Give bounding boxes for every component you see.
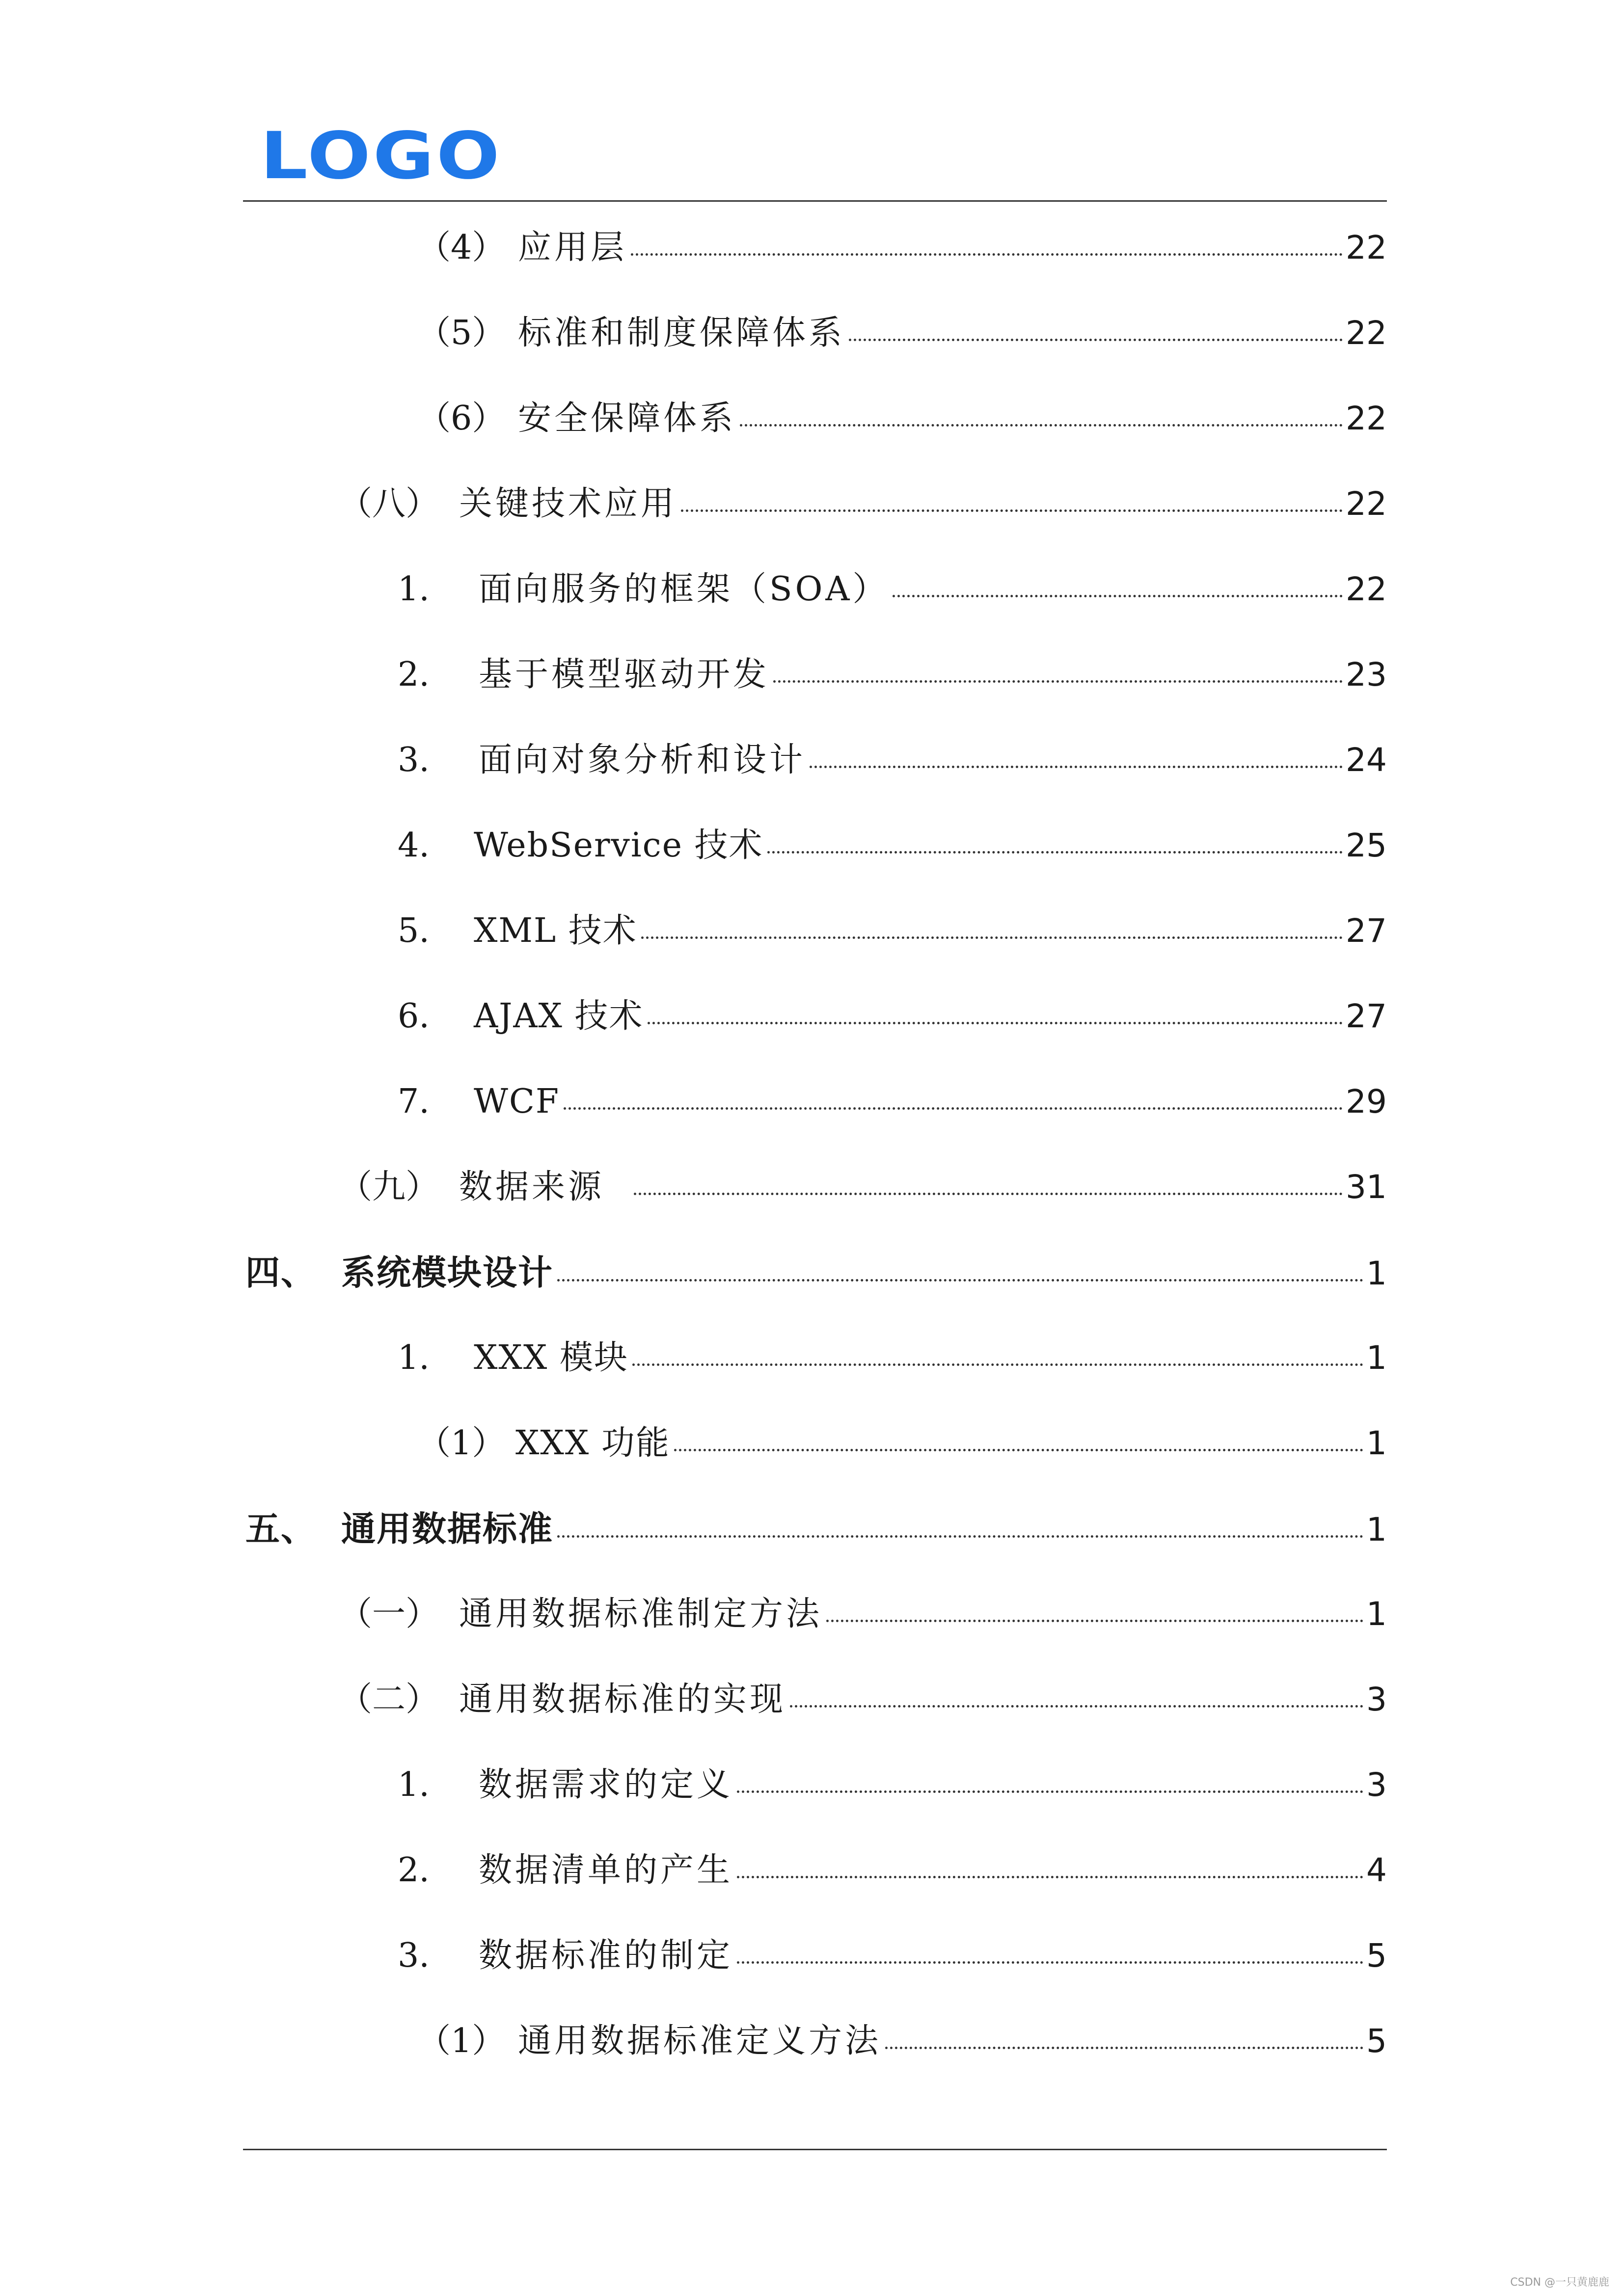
toc-entry-title: XML 技术 — [474, 911, 637, 950]
toc-entry[interactable] — [245, 1248, 1387, 1297]
toc-entry-number: （1） — [417, 2022, 506, 2060]
toc-entry-title: 应用层 — [518, 228, 627, 267]
toc-entry-page: 22 — [1346, 314, 1387, 352]
toc-entry-title: 数据标准的制定 — [479, 1936, 733, 1975]
toc-entry-number: 四、 — [245, 1253, 316, 1293]
toc-entry[interactable] — [417, 1419, 1387, 1468]
toc-entry-page: 1 — [1366, 1511, 1387, 1548]
toc-entry-page: 1 — [1366, 1595, 1387, 1633]
watermark: CSDN @一只黄鹿鹿 — [1510, 2276, 1609, 2289]
toc-entry[interactable] — [398, 992, 1387, 1041]
toc-entry-page: 1 — [1366, 1339, 1387, 1377]
toc-entry[interactable] — [398, 1334, 1387, 1383]
toc-entry-title: 通用数据标准的实现 — [459, 1680, 786, 1719]
toc-entry[interactable] — [398, 1077, 1387, 1126]
toc-entry-number: （6） — [417, 399, 506, 438]
toc-leader-dots — [674, 1449, 1363, 1451]
toc-leader-dots — [767, 851, 1343, 854]
toc-entry-page: 1 — [1366, 1255, 1387, 1292]
toc-entry-title: 数据需求的定义 — [479, 1765, 733, 1804]
toc-leader-dots — [737, 1961, 1363, 1964]
toc-leader-dots — [893, 595, 1343, 597]
toc-leader-dots — [790, 1705, 1363, 1708]
toc-entry-title: 安全保障体系 — [518, 399, 736, 438]
toc-leader-dots — [648, 1022, 1343, 1024]
toc-entry-page: 22 — [1346, 229, 1387, 267]
toc-entry[interactable] — [398, 650, 1387, 699]
toc-leader-dots — [681, 509, 1343, 512]
toc-entry-page: 27 — [1346, 912, 1387, 950]
toc-entry-title: 面向服务的框架（SOA） — [479, 570, 889, 609]
toc-entry-title: 通用数据标准制定方法 — [459, 1595, 823, 1633]
toc-entry-page: 22 — [1346, 400, 1387, 437]
footer-rule — [243, 2149, 1387, 2150]
toc-leader-dots — [737, 1876, 1363, 1878]
toc-entry[interactable] — [339, 1675, 1387, 1724]
toc-entry-page: 4 — [1366, 1851, 1387, 1889]
toc-leader-dots — [634, 1193, 1343, 1195]
toc-entry[interactable] — [339, 1163, 1387, 1212]
toc-leader-dots — [773, 680, 1343, 683]
toc-entry[interactable] — [417, 394, 1387, 443]
toc-entry-page: 3 — [1366, 1766, 1387, 1804]
toc-entry-number: （二） — [339, 1680, 439, 1719]
toc-entry-title: 数据清单的产生 — [479, 1851, 733, 1890]
toc-entry-page: 27 — [1346, 997, 1387, 1035]
toc-entry-number: 2. — [398, 655, 430, 694]
toc-entry[interactable] — [398, 821, 1387, 870]
toc-entry-page: 23 — [1346, 656, 1387, 694]
toc-entry-page: 25 — [1346, 827, 1387, 864]
toc-entry-title: 数据来源 — [459, 1168, 605, 1206]
toc-entry[interactable] — [339, 1590, 1387, 1639]
toc-entry[interactable] — [417, 2017, 1387, 2066]
toc-entry-title: 通用数据标准 — [341, 1509, 553, 1549]
toc-leader-dots — [632, 1363, 1363, 1366]
toc-entry-number: 3. — [398, 741, 430, 779]
toc-entry-page: 5 — [1366, 1937, 1387, 1975]
toc-entry-title: 标准和制度保障体系 — [518, 314, 845, 352]
toc-entry[interactable] — [398, 907, 1387, 956]
toc-entry-number: （九） — [339, 1168, 439, 1206]
toc-entry-title: XXX 模块 — [474, 1338, 628, 1377]
toc-entry-page: 29 — [1346, 1083, 1387, 1121]
toc-leader-dots — [826, 1620, 1363, 1622]
toc-entry-title: 关键技术应用 — [459, 484, 677, 523]
toc-entry-number: （八） — [339, 484, 439, 523]
toc-entry-number: 2. — [398, 1851, 430, 1890]
toc-entry-page: 3 — [1366, 1681, 1387, 1718]
toc-entry-number: 5. — [398, 911, 430, 950]
toc-entry-number: （1） — [417, 1424, 506, 1463]
toc-entry-number: 1. — [398, 1338, 430, 1377]
logo-text: LOGO — [260, 118, 502, 194]
toc-entry-number: 五、 — [245, 1509, 316, 1549]
toc-entry[interactable] — [398, 565, 1387, 614]
toc-entry-page: 24 — [1346, 741, 1387, 779]
toc-entry-page: 22 — [1346, 570, 1387, 608]
toc-leader-dots — [740, 424, 1343, 427]
toc-entry-number: 1. — [398, 570, 430, 609]
toc-entry-title: 通用数据标准定义方法 — [518, 2022, 882, 2060]
toc-entry[interactable] — [245, 1504, 1387, 1553]
toc-leader-dots — [631, 253, 1343, 256]
toc-entry[interactable] — [398, 736, 1387, 785]
toc-leader-dots — [849, 339, 1343, 341]
toc-entry-number: 1. — [398, 1765, 430, 1804]
toc-entry[interactable] — [398, 1761, 1387, 1810]
toc-entry-title: 基于模型驱动开发 — [479, 655, 770, 694]
toc-entry[interactable] — [398, 1931, 1387, 1980]
toc-entry[interactable] — [398, 1846, 1387, 1895]
toc-leader-dots — [564, 1107, 1343, 1110]
toc-entry-number: （一） — [339, 1595, 439, 1633]
toc-leader-dots — [641, 936, 1343, 939]
toc-entry-title: WCF — [474, 1082, 560, 1121]
toc-entry-page: 22 — [1346, 485, 1387, 523]
toc-leader-dots — [885, 2047, 1363, 2049]
toc-entry[interactable] — [417, 223, 1387, 272]
toc-entry-page: 31 — [1346, 1168, 1387, 1206]
toc-entry[interactable] — [417, 309, 1387, 358]
toc-entry-number: 7. — [398, 1082, 430, 1121]
toc-leader-dots — [737, 1790, 1363, 1793]
toc-entry-number: 4. — [398, 826, 430, 865]
toc-entry-number: （5） — [417, 314, 506, 352]
toc-entry-title: WebService 技术 — [474, 826, 763, 865]
toc-leader-dots — [557, 1279, 1363, 1281]
toc-entry-page: 5 — [1366, 2022, 1387, 2060]
toc-entry-number: （4） — [417, 228, 506, 267]
toc-leader-dots — [557, 1535, 1363, 1538]
toc-entry-page: 1 — [1366, 1424, 1387, 1462]
toc-entry-number: 6. — [398, 997, 430, 1036]
toc-leader-dots — [810, 766, 1343, 768]
toc-entry-title: 面向对象分析和设计 — [479, 741, 806, 779]
toc-entry[interactable] — [339, 480, 1387, 529]
toc-entry-title: XXX 功能 — [515, 1424, 670, 1463]
toc-entry-title: AJAX 技术 — [474, 997, 644, 1036]
toc-entry-number: 3. — [398, 1936, 430, 1975]
toc-entry-title: 系统模块设计 — [341, 1253, 553, 1293]
